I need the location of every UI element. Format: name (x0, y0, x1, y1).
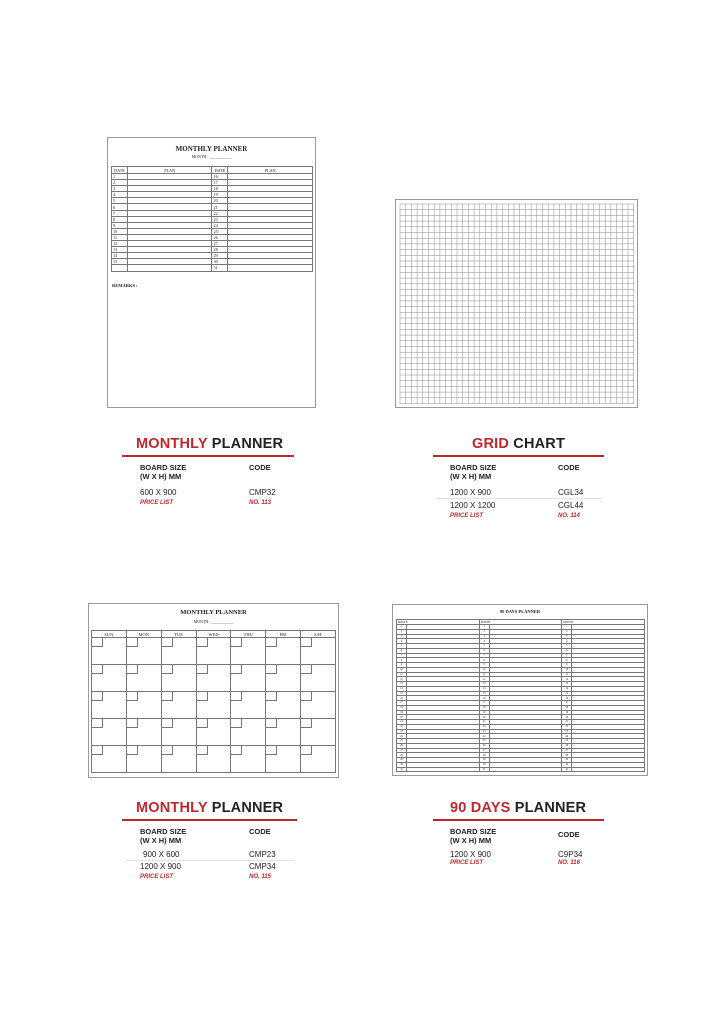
date-box (127, 719, 138, 728)
day-cell (92, 692, 127, 719)
day-header: TUE (161, 631, 196, 638)
day-number-cell: 3 (397, 634, 407, 639)
code-value: CMP32 (249, 488, 276, 497)
date-box (127, 665, 138, 674)
date-box (301, 638, 312, 647)
day-number-cell: 26 (562, 743, 572, 748)
price-list-label: PRICE LIST (140, 874, 174, 880)
page-number: NO. 113 (249, 500, 271, 506)
day-cell (266, 719, 301, 746)
board-size-label: BOARD SIZE (W X H) MM (140, 463, 187, 481)
code-label: CODE (249, 463, 271, 472)
date-cell: 3 (112, 186, 128, 192)
date-box (301, 719, 312, 728)
day-header: SUN (92, 631, 127, 638)
page-number: NO. 115 (249, 874, 271, 880)
month-header: MONTH (397, 620, 480, 625)
week-row (92, 692, 336, 719)
day-number-cell: 14 (479, 686, 489, 691)
date-cell (112, 265, 128, 271)
header-plan: PLAN (127, 167, 212, 174)
month-header: MONTH (479, 620, 562, 625)
day-cell (266, 665, 301, 692)
day-number-cell: 19 (479, 710, 489, 715)
day-cell (126, 746, 161, 773)
date-cell: 12 (112, 241, 128, 247)
board-title: MONTHLY PLANNER (180, 609, 247, 616)
date-box (231, 665, 242, 674)
day-cell (92, 746, 127, 773)
day-number-cell: 9 (479, 663, 489, 668)
date-cell: 2 (112, 180, 128, 186)
date-box (127, 746, 138, 755)
date-cell: 29 (212, 253, 228, 259)
day-cell (301, 746, 336, 773)
monthly-planner-board-portrait (107, 137, 316, 408)
date-cell: 24 (212, 222, 228, 228)
day-number-cell: 22 (562, 724, 572, 729)
day-number-cell: 22 (397, 724, 407, 729)
day-number-cell: 23 (397, 729, 407, 734)
day-number-cell: 4 (562, 639, 572, 644)
date-cell: 23 (212, 216, 228, 222)
row-divider (126, 860, 294, 861)
day-number-cell: 29 (562, 758, 572, 763)
day-number-cell: 30 (397, 762, 407, 767)
date-cell: 17 (212, 180, 228, 186)
calendar-table (91, 630, 336, 773)
day-number-cell: 28 (397, 753, 407, 758)
title-underline (122, 819, 297, 821)
day-number-cell: 28 (562, 753, 572, 758)
day-number-cell: 22 (479, 724, 489, 729)
date-box (127, 692, 138, 701)
day-number-cell: 26 (479, 743, 489, 748)
date-box (162, 638, 173, 647)
date-box (301, 692, 312, 701)
code-value: CGL34 (558, 488, 584, 497)
day-cell (126, 719, 161, 746)
remarks-label: REMARKS : (112, 283, 138, 288)
day-number-cell: 11 (397, 672, 407, 677)
day-number-cell: 8 (397, 658, 407, 663)
day-number-cell: 5 (479, 644, 489, 649)
code-value: C9P34 (558, 850, 583, 859)
date-cell: 15 (112, 259, 128, 265)
day-number-cell: 7 (397, 653, 407, 658)
day-number-cell: 27 (562, 748, 572, 753)
day-cell (231, 746, 266, 773)
board-size-value: 900 X 600 (143, 850, 180, 859)
board-size-value: 600 X 900 (140, 488, 177, 497)
day-cell (266, 692, 301, 719)
day-number-cell: 18 (562, 705, 572, 710)
day-number-cell: 16 (479, 696, 489, 701)
day-number-cell: 4 (479, 639, 489, 644)
day-cell (92, 719, 127, 746)
day-number-cell: 21 (479, 720, 489, 725)
day-number-cell: 16 (397, 696, 407, 701)
product-title: GRID CHART (472, 436, 566, 452)
date-box (197, 746, 208, 755)
board-size-value: 1200 X 900 (140, 862, 181, 871)
day-number-cell: 20 (562, 715, 572, 720)
grid-chart-board (395, 199, 638, 408)
day-number-cell: 6 (479, 648, 489, 653)
date-box (197, 638, 208, 647)
day-number-cell: 30 (562, 762, 572, 767)
day-cell (301, 719, 336, 746)
board-size-value: 1200 X 900 (450, 850, 491, 859)
grid-lines (396, 200, 637, 407)
day-number-cell: 8 (479, 658, 489, 663)
day-number-cell: 28 (479, 753, 489, 758)
day-cell (231, 719, 266, 746)
date-box (197, 665, 208, 674)
day-number-cell: 21 (562, 720, 572, 725)
date-cell: 13 (112, 247, 128, 253)
day-number-cell: 29 (397, 758, 407, 763)
day-number-cell: 7 (562, 653, 572, 658)
day-number-cell: 27 (397, 748, 407, 753)
date-box (231, 638, 242, 647)
day-number-cell: 25 (479, 739, 489, 744)
board-size-label: BOARD SIZE (W X H) MM (140, 827, 187, 845)
price-list-label: PRICE LIST (140, 500, 174, 506)
day-number-cell: 9 (397, 663, 407, 668)
day-cell (266, 638, 301, 665)
day-cell (92, 638, 127, 665)
day-number-cell: 1 (562, 625, 572, 630)
date-cell: 20 (212, 198, 228, 204)
day-number-cell: 10 (397, 667, 407, 672)
day-number-cell: 2 (397, 629, 407, 634)
week-row (92, 638, 336, 665)
day-number-cell: 5 (397, 644, 407, 649)
date-cell: 18 (212, 186, 228, 192)
header-date: DATE (212, 167, 228, 174)
product-title: MONTHLY PLANNER (136, 436, 284, 452)
day-number-cell: 18 (397, 705, 407, 710)
day-cell (92, 665, 127, 692)
header-date: DATE (112, 167, 128, 174)
date-cell: 5 (112, 198, 128, 204)
day-cell (161, 638, 196, 665)
plan-cell (489, 767, 562, 772)
date-cell: 7 (112, 210, 128, 216)
day-number-cell: 30 (479, 762, 489, 767)
day-number-cell: 13 (397, 682, 407, 687)
day-number-cell: 15 (479, 691, 489, 696)
day-number-cell: 5 (562, 644, 572, 649)
date-cell: 11 (112, 234, 128, 240)
day-number-cell: 20 (479, 715, 489, 720)
date-box (231, 719, 242, 728)
date-box (301, 746, 312, 755)
day-number-cell: 17 (479, 701, 489, 706)
title-underline (433, 455, 604, 457)
day-number-cell: 23 (562, 729, 572, 734)
date-box (92, 665, 103, 674)
week-row (92, 746, 336, 773)
day-number-cell: 6 (397, 648, 407, 653)
day-header: WED (196, 631, 231, 638)
date-cell: 10 (112, 228, 128, 234)
date-cell: 8 (112, 216, 128, 222)
day-number-cell: 16 (562, 696, 572, 701)
date-box (266, 665, 277, 674)
day-number-cell: 31 (397, 767, 407, 772)
board-size-value: 1200 X 900 (450, 488, 491, 497)
monthly-plan-table (111, 166, 313, 272)
table-row (397, 767, 645, 772)
date-cell: 19 (212, 192, 228, 198)
day-number-cell: 25 (562, 739, 572, 744)
code-value: CGL44 (558, 501, 584, 510)
date-cell: 28 (212, 247, 228, 253)
title-underline (433, 819, 604, 821)
day-number-cell: 21 (397, 720, 407, 725)
date-cell: 6 (112, 204, 128, 210)
date-box (127, 638, 138, 647)
board-title: MONTHLY PLANNER (175, 145, 248, 153)
day-number-cell: 3 (479, 634, 489, 639)
day-cell (161, 665, 196, 692)
date-cell: 27 (212, 241, 228, 247)
board-month-label: MONTH : ___________ (193, 619, 234, 624)
day-number-cell: 19 (397, 710, 407, 715)
day-number-cell: 18 (479, 705, 489, 710)
month-header: MONTH (562, 620, 645, 625)
day-number-cell: 1 (397, 625, 407, 630)
date-cell: 21 (212, 204, 228, 210)
title-underline (122, 455, 294, 457)
day-number-cell: 31 (479, 767, 489, 772)
code-label: CODE (249, 827, 271, 836)
day-number-cell: 3 (562, 634, 572, 639)
date-box (92, 692, 103, 701)
day-number-cell: 11 (479, 672, 489, 677)
day-number-cell: 2 (562, 629, 572, 634)
date-cell: 25 (212, 228, 228, 234)
week-row (92, 719, 336, 746)
ninety-days-planner-board (392, 604, 648, 776)
date-cell: 4 (112, 192, 128, 198)
day-number-cell: 10 (479, 667, 489, 672)
ninety-days-table (396, 619, 645, 772)
price-list-label: PRICE LIST (450, 860, 484, 866)
day-cell (126, 665, 161, 692)
day-cell (231, 692, 266, 719)
day-number-cell: 6 (562, 648, 572, 653)
code-value: CMP34 (249, 862, 276, 871)
page-number: NO. 114 (558, 513, 580, 519)
day-number-cell: 14 (397, 686, 407, 691)
date-cell: 9 (112, 222, 128, 228)
day-number-cell: 12 (397, 677, 407, 682)
plan-cell (228, 265, 313, 271)
day-header: SAT (301, 631, 336, 638)
day-number-cell: 7 (479, 653, 489, 658)
day-cell (301, 692, 336, 719)
product-title: MONTHLY PLANNER (136, 800, 284, 816)
date-cell: 22 (212, 210, 228, 216)
day-cell (196, 719, 231, 746)
date-cell: 30 (212, 259, 228, 265)
date-box (231, 746, 242, 755)
day-cell (161, 719, 196, 746)
code-label: CODE (558, 463, 580, 472)
date-box (92, 638, 103, 647)
date-box (162, 719, 173, 728)
day-cell (126, 692, 161, 719)
day-cell (196, 746, 231, 773)
day-number-cell: 24 (479, 734, 489, 739)
row-divider (436, 498, 602, 499)
plan-cell (127, 265, 212, 271)
day-number-cell: 12 (562, 677, 572, 682)
date-cell: 31 (212, 265, 228, 271)
code-label: CODE (558, 830, 580, 839)
day-cell (266, 746, 301, 773)
date-box (197, 692, 208, 701)
day-header: THU (231, 631, 266, 638)
date-box (92, 746, 103, 755)
date-cell: 26 (212, 234, 228, 240)
plan-cell (406, 767, 479, 772)
date-box (266, 638, 277, 647)
monthly-planner-board-calendar (88, 603, 339, 778)
day-number-cell: 15 (397, 691, 407, 696)
day-cell (126, 638, 161, 665)
day-number-cell: 26 (397, 743, 407, 748)
date-cell: 14 (112, 253, 128, 259)
board-month-label: MONTH : ___________ (191, 154, 232, 159)
day-number-cell: 17 (562, 701, 572, 706)
day-cell (301, 665, 336, 692)
date-box (162, 746, 173, 755)
header-plan: PLAN (228, 167, 313, 174)
date-box (162, 665, 173, 674)
day-number-cell: 8 (562, 658, 572, 663)
day-cell (231, 665, 266, 692)
product-title: 90 DAYS PLANNER (450, 800, 587, 816)
day-cell (161, 692, 196, 719)
board-size-label: BOARD SIZE (W X H) MM (450, 463, 497, 481)
day-number-cell: 23 (479, 729, 489, 734)
day-header: MON (126, 631, 161, 638)
table-row (112, 265, 313, 271)
date-box (266, 746, 277, 755)
page-number: NO. 116 (558, 860, 580, 866)
board-size-value: 1200 X 1200 (450, 501, 496, 510)
day-number-cell: 24 (562, 734, 572, 739)
day-number-cell: 17 (397, 701, 407, 706)
price-list-label: PRICE LIST (450, 513, 484, 519)
day-cell (196, 692, 231, 719)
date-box (197, 719, 208, 728)
day-number-cell: 19 (562, 710, 572, 715)
date-box (92, 719, 103, 728)
plan-cell (572, 767, 645, 772)
date-box (266, 719, 277, 728)
board-title: 90 DAYS PLANNER (499, 609, 541, 614)
day-number-cell: 25 (397, 739, 407, 744)
board-size-label: BOARD SIZE (W X H) MM (450, 827, 497, 845)
day-header: FRI (266, 631, 301, 638)
day-number-cell: 13 (562, 682, 572, 687)
day-cell (301, 638, 336, 665)
day-number-cell: 10 (562, 667, 572, 672)
week-row (92, 665, 336, 692)
date-cell: 16 (212, 174, 228, 180)
day-number-cell: 29 (479, 758, 489, 763)
date-box (162, 692, 173, 701)
day-number-cell: 9 (562, 663, 572, 668)
day-number-cell: 20 (397, 715, 407, 720)
day-number-cell: 24 (397, 734, 407, 739)
code-value: CMP23 (249, 850, 276, 859)
date-box (266, 692, 277, 701)
day-number-cell: 12 (479, 677, 489, 682)
date-box (301, 665, 312, 674)
day-cell (196, 665, 231, 692)
date-cell: 1 (112, 174, 128, 180)
day-cell (231, 638, 266, 665)
day-number-cell: 4 (397, 639, 407, 644)
day-number-cell: 1 (479, 625, 489, 630)
day-number-cell: 15 (562, 691, 572, 696)
day-number-cell: 2 (479, 629, 489, 634)
day-number-cell: 27 (479, 748, 489, 753)
day-number-cell: 11 (562, 672, 572, 677)
day-number-cell: 31 (562, 767, 572, 772)
day-number-cell: 13 (479, 682, 489, 687)
date-box (231, 692, 242, 701)
day-cell (196, 638, 231, 665)
day-cell (161, 746, 196, 773)
day-number-cell: 14 (562, 686, 572, 691)
